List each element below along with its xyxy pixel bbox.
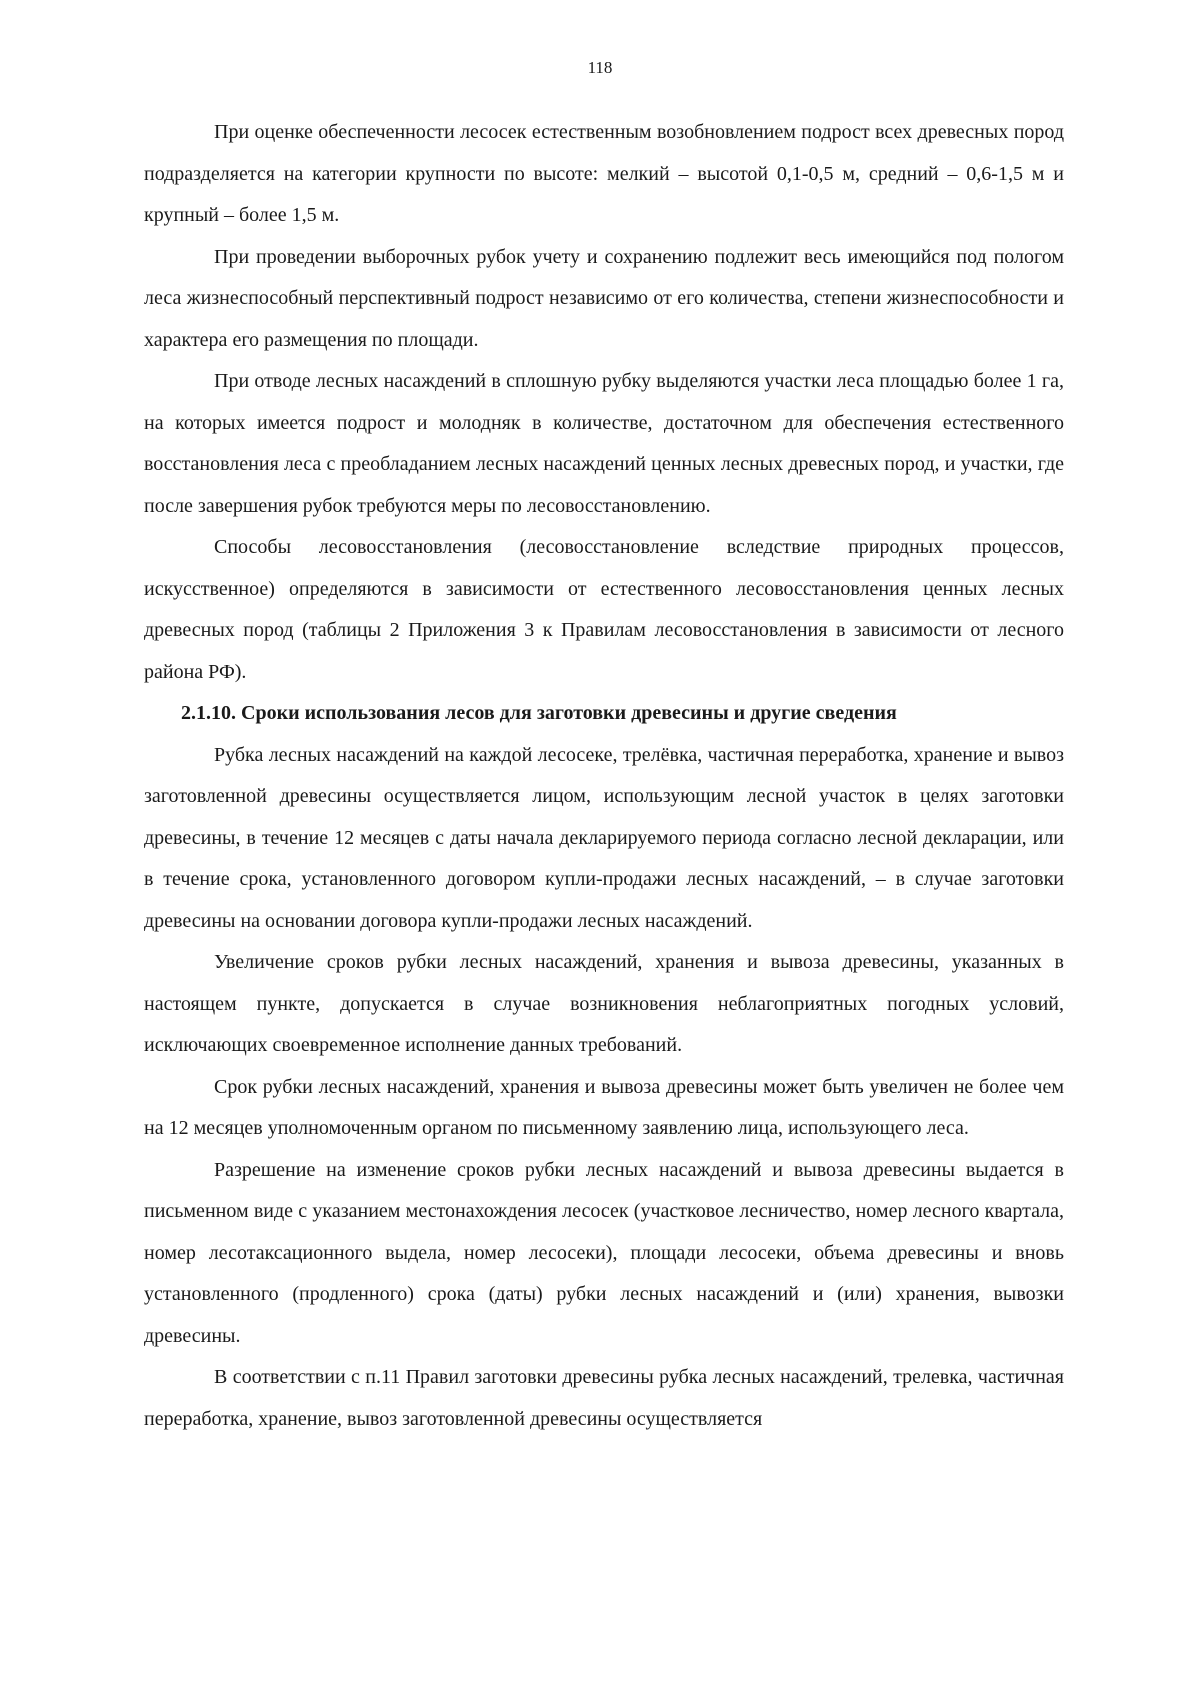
paragraph-felling-terms: Рубка лесных насаждений на каждой лесосеке, трелёвка, частичная переработка, хранение и вывоз заготовленной древесины осуществляется лицом, использующим лесной участок в целях заготовки древесины, в течение 12 месяцев с даты начала декларируемого периода согласно лесной декларации, или в течение срока, установленного договором купли-продажи лесных насаждений, – в случае заготовки древесины на основании договора купли-продажи лесных насаждений. — [144, 743, 1064, 932]
page-number: 118 — [587, 58, 613, 77]
paragraph-selective-felling: При проведении выборочных рубок учету и сохранению подлежит весь имеющийся под пологом леса жизнеспособный перспективный подрост независимо от его количества, степени жизнеспособности и характера его размещения по площади. — [144, 245, 1064, 351]
paragraph-undergrowth-size-categories: При оценке обеспеченности лесосек естественным возобновлением подрост всех древесных пород подразделяется на категории крупности по высоте: мелкий – высотой 0,1-0,5 м, средний – 0,6-1,5 м и крупный – более 1,5 м. — [144, 121, 1064, 226]
section-heading: 2.1.10. Сроки использования лесов для заготовки древесины и другие сведения — [181, 702, 897, 724]
paragraph-harvesting-rules: В соответствии с п.11 Правил заготовки древесины рубка лесных насаждений, трелевка, частичная переработка, хранение, вывоз заготовленной древесины осуществляется — [144, 1366, 1064, 1430]
paragraph-reforestation-methods: Способы лесовосстановления (лесовосстановление вследствие природных процессов, искусственное) определяются в зависимости от естественного лесовосстановления ценных лесных древесных пород (таблицы 2 Приложения 3 к Правилам лесовосстановления в зависимости от лесного района РФ). — [144, 536, 1064, 683]
paragraph-extension-permit: Разрешение на изменение сроков рубки лесных насаждений и вывоза древесины выдается в письменном виде с указанием местонахождения лесосек (участковое лесничество, номер лесного квартала, номер лесотаксационного выдела, номер лесосеки), площади лесосеки, объема древесины и вновь установленного (продленного) срока (даты) рубки лесных насаждений и (или) хранения, вывозки древесины. — [144, 1158, 1064, 1347]
paragraph-clear-cut-allocation: При отводе лесных насаждений в сплошную рубку выделяются участки леса площадью более 1 га, на которых имеется подрост и молодняк в количестве, достаточном для обеспечения естественного восстановления леса с преобладанием лесных насаждений ценных лесных древесных пород, и участки, где после завершения рубок требуются меры по лесовосстановлению. — [144, 370, 1064, 517]
page-content — [144, 112, 1064, 1440]
paragraph-term-extension-weather: Увеличение сроков рубки лесных насаждений, хранения и вывоза древесины, указанных в настоящем пункте, допускается в случае возникновения неблагоприятных погодных условий, исключающих своевременное исполнение данных требований. — [144, 951, 1064, 1056]
paragraph-term-extension-limit: Срок рубки лесных насаждений, хранения и вывоза древесины может быть увеличен не более чем на 12 месяцев уполномоченным органом по письменному заявлению лица, использующего леса. — [144, 1075, 1064, 1139]
